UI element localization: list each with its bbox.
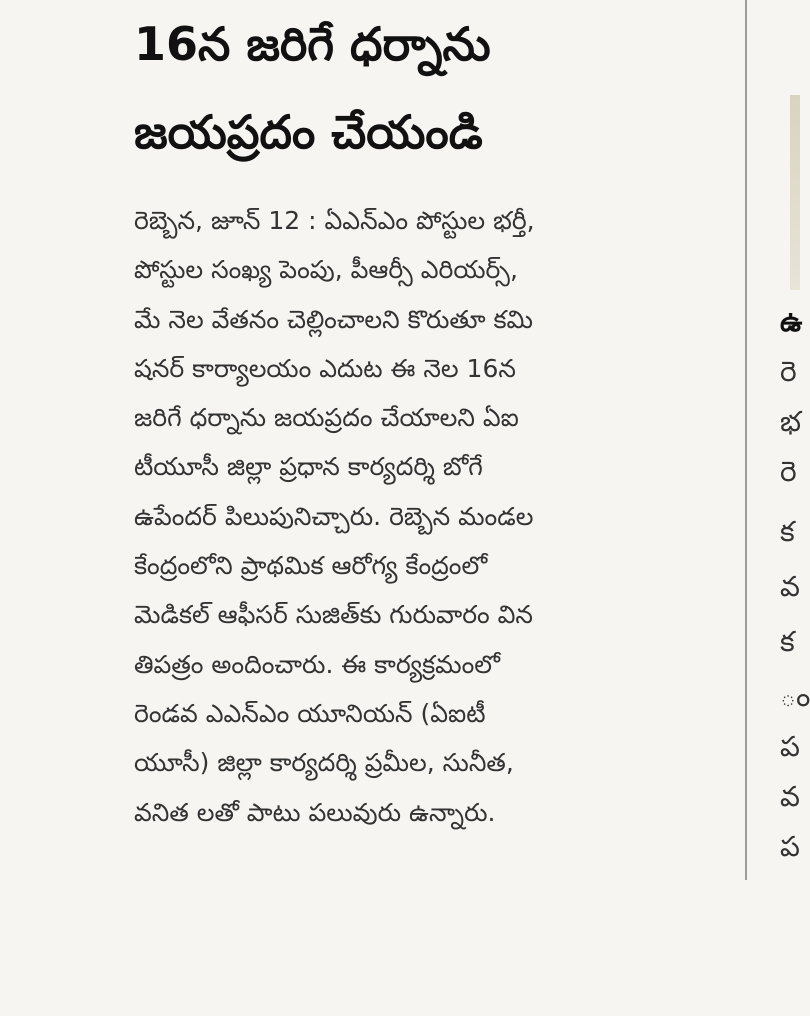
body-line: మెడికల్ ఆఫీసర్ సుజిత్‌కు గురువారం విన	[134, 600, 533, 630]
neighbor-fragment: ప	[780, 730, 800, 763]
headline-line-2: జయప్రదం చేయండి	[134, 105, 483, 159]
body-line: రెండవ ఎఎన్ఎం యూనియన్ (ఏఐటీ	[134, 698, 486, 728]
article-body	[134, 196, 714, 837]
headline-line-1: 16న జరిగే ధర్నాను	[134, 17, 491, 71]
neighbor-fragment: వ	[780, 570, 800, 603]
neighbor-fragment: క	[780, 625, 795, 658]
body-line: వనిత లతో పాటు పలువురు ఉన్నారు.	[134, 797, 496, 827]
body-line: మే నెల వేతనం చెల్లించాలని కొరుతూ కమి	[134, 304, 534, 334]
body-line: ఉపేందర్ పిలుపునిచ్చారు. రెబ్బెన మండల	[134, 501, 534, 531]
neighbor-fragment: రె	[780, 455, 797, 488]
body-line: షనర్ కార్యాలయం ఎదుట ఈ నెల 16న	[134, 353, 516, 383]
body-line: పోస్టుల సంఖ్య పెంపు, పీఆర్సీ ఎరియర్స్,	[134, 255, 518, 285]
body-line: టీయూసీ జిల్లా ప్రధాన కార్యదర్శి బోగే	[134, 452, 483, 482]
neighbor-column-cropped	[760, 0, 810, 1016]
neighbor-fragment: వ	[780, 780, 800, 813]
neighbor-fragment: రె	[780, 355, 797, 388]
body-line: రెబ్బెన, జూన్ 12 : ఏఎన్ఎం పోస్టుల భర్తీ,	[134, 206, 535, 235]
column-divider	[745, 0, 747, 880]
neighbor-fragment: ం	[780, 680, 810, 713]
body-line: యూసీ) జిల్లా కార్యదర్శి ప్రమీల, సునీత,	[134, 748, 514, 778]
article-headline	[134, 0, 714, 176]
news-article	[134, 0, 714, 837]
neighbor-fragment: ప	[780, 830, 800, 863]
body-line: కేంద్రంలోని ప్రాథమిక ఆరోగ్య కేంద్రంలో	[134, 551, 488, 581]
neighbor-fragment: క	[780, 515, 795, 548]
body-line: జరిగే ధర్నాను జయప్రదం చేయాలని ఏఐ	[134, 403, 519, 433]
neighbor-fragment: ఉ	[780, 305, 803, 338]
neighbor-fragment: భ	[780, 405, 802, 438]
body-line: తిపత్రం అందించారు. ఈ కార్యక్రమంలో	[134, 649, 500, 679]
